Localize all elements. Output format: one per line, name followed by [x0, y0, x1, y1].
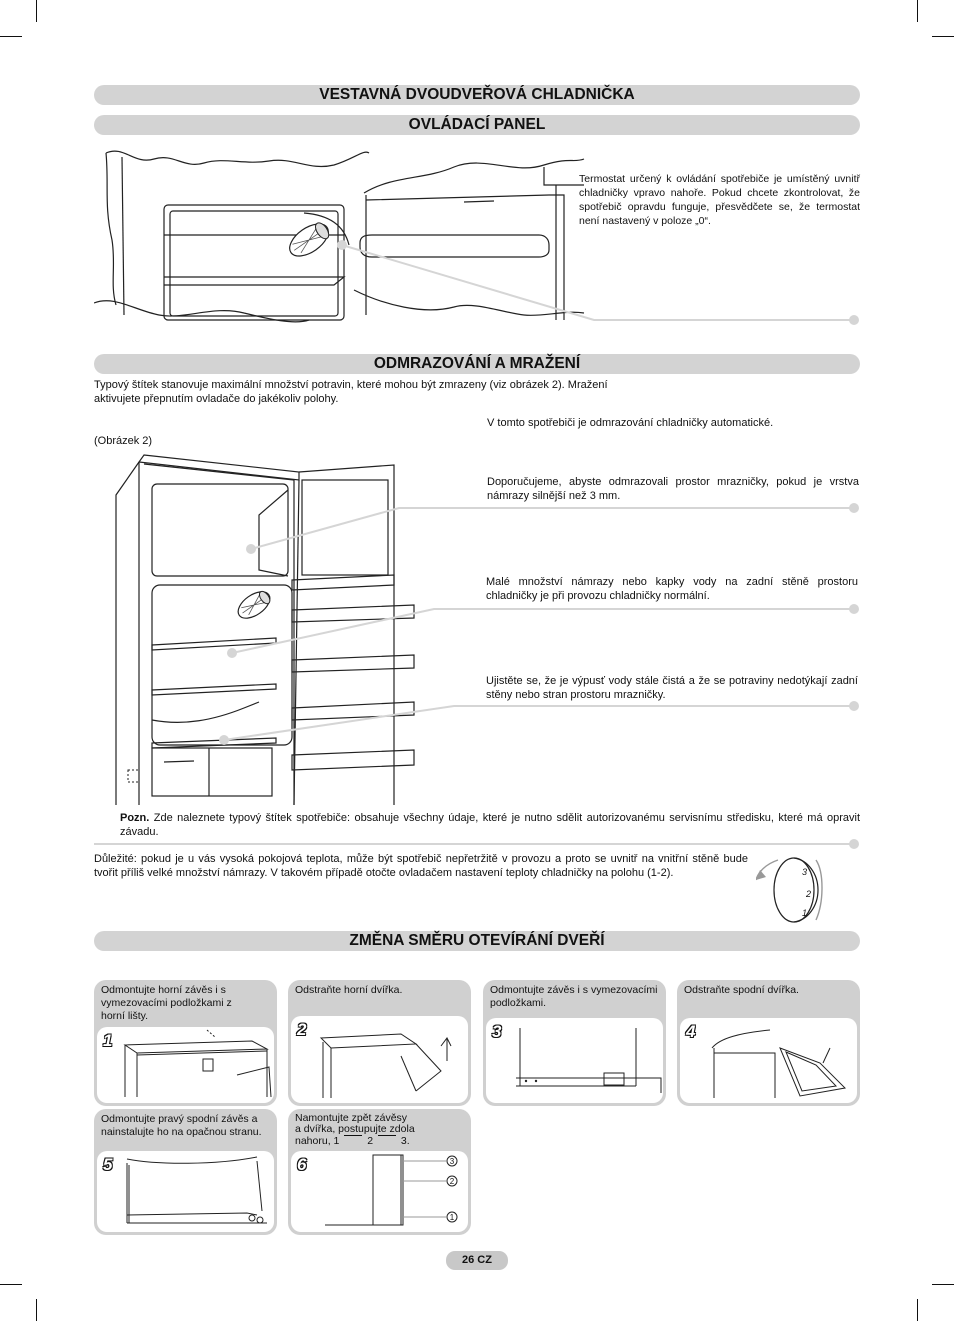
- title-control-panel: OVLÁDACÍ PANEL: [94, 115, 860, 135]
- page-number: 26 CZ: [446, 1251, 508, 1270]
- step-4: [677, 980, 860, 1106]
- step-number: 6: [297, 1155, 307, 1174]
- arrow-right-icon: [344, 1135, 362, 1147]
- title-main: VESTAVNÁ DVOUDVEŘOVÁ CHLADNIČKA: [94, 85, 860, 105]
- step-number: 2: [297, 1020, 307, 1039]
- step-illustration: [291, 1016, 468, 1103]
- step-caption: Odmontujte horní závěs i s vymezovacími podložkami z horní lišty.: [101, 984, 232, 1022]
- defrost-note-1: Doporučujeme, abyste odmrazovali prostor mrazničky, pokud je vrstva námrazy silnější než 3 mm.: [487, 476, 859, 502]
- crop-mark: [36, 1299, 37, 1321]
- important-note: Důležité: pokud je u vás vysoká pokojová teplota, může být spotřebič nepřetržitě v provozu a proto se uvnitř na vnitřní stěně bude tvořit příliš velké množství námrazy. V takovém případě otočte ovladačem nastavení teploty chladničky na polohu (1-2).: [94, 853, 748, 879]
- step-caption: [295, 1113, 465, 1147]
- step-1: [94, 980, 277, 1106]
- step-order-2: 2: [367, 1134, 374, 1147]
- figure-label: (Obrázek 2): [94, 435, 153, 447]
- step-caption-line: Namontujte zpět závěsy: [295, 1112, 408, 1124]
- step-caption: Odmontujte závěs i s vymezovacími podložkami.: [490, 984, 658, 1009]
- crop-mark: [917, 0, 918, 22]
- fridge-open-illustration: [94, 450, 860, 810]
- dial-mark-2: 2: [806, 889, 812, 899]
- step-5: [94, 1109, 277, 1235]
- leader-line-note: [94, 838, 860, 850]
- crop-mark: [36, 0, 37, 22]
- step-order-3: 3.: [400, 1134, 410, 1147]
- step-illustration: [97, 1151, 274, 1232]
- crop-mark: [917, 1299, 918, 1321]
- step6-mark-1: 1: [449, 1213, 455, 1222]
- note-label: Pozn.: [120, 812, 150, 824]
- crop-mark: [932, 1284, 954, 1285]
- thermostat-description: Termostat určený k ovládání spotřebiče je umístěný uvnitř chladničky vpravo nahoře. Pokud chcete zkontrolovat, že spotřebič opravdu funguje, přesvědčete se, že termostat není nastavený v poloze „0“.: [579, 173, 860, 227]
- defrost-note-2: Malé množství námrazy nebo kapky vody na zadní stěně prostoru chladničky je při provozu chladničky normální.: [486, 576, 858, 602]
- step-illustration: [680, 1018, 857, 1103]
- arrow-right-icon: [378, 1135, 396, 1147]
- step-3: [483, 980, 666, 1106]
- step-caption-line: [295, 1135, 465, 1147]
- step-illustration: [97, 1027, 274, 1103]
- step-illustration: [291, 1151, 468, 1232]
- title-door-reversal: ZMĚNA SMĚRU OTEVÍRÁNÍ DVEŘÍ: [94, 931, 860, 951]
- defrost-auto: V tomto spotřebiči je odmrazování chladničky automatické.: [487, 417, 774, 429]
- step-order-1: nahoru, 1: [295, 1134, 340, 1147]
- step-caption: Odstraňte spodní dvířka.: [684, 984, 799, 996]
- crop-mark: [932, 36, 954, 37]
- thermostat-dial-illustration: [756, 850, 826, 925]
- step-6: [288, 1109, 471, 1235]
- defrost-intro: Typový štítek stanovuje maximální množství potravin, které mohou být zmrazeny (viz obrázek 2). Mražení aktivujete přepnutím ovladače do jakékoliv polohy.: [94, 379, 608, 405]
- dial-mark-3: 3: [802, 867, 808, 877]
- title-defrost: ODMRAZOVÁNÍ A MRAŽENÍ: [94, 354, 860, 374]
- step6-mark-3: 3: [449, 1157, 455, 1166]
- step-caption-line: a dvířka, postupujte zdola: [295, 1123, 415, 1135]
- step-caption: Odmontujte pravý spodní závěs a nainstalujte ho na opačnou stranu.: [101, 1113, 262, 1138]
- crop-mark: [0, 36, 22, 37]
- step-number: 4: [686, 1022, 696, 1041]
- step-number: 1: [103, 1031, 113, 1050]
- crop-mark: [0, 1284, 22, 1285]
- defrost-note-3: Ujistěte se, že je výpusť vody stále čistá a že se potraviny nedotýkají zadní stěny nebo stran prostoru mrazničky.: [486, 675, 858, 701]
- note-text: Zde naleznete typový štítek spotřebiče: obsahuje všechny údaje, které je nutno sdělit autorizovanému servisnímu středisku, které má opravit závadu.: [120, 812, 861, 838]
- dial-mark-1: 1: [802, 908, 808, 918]
- step-caption: Odstraňte horní dvířka.: [295, 984, 403, 996]
- step-illustration: [486, 1018, 663, 1103]
- step-2: [288, 980, 471, 1106]
- rating-plate-note: [120, 811, 860, 839]
- step6-mark-2: 2: [449, 1177, 455, 1186]
- step-number: 3: [492, 1022, 502, 1041]
- step-number: 5: [103, 1155, 113, 1174]
